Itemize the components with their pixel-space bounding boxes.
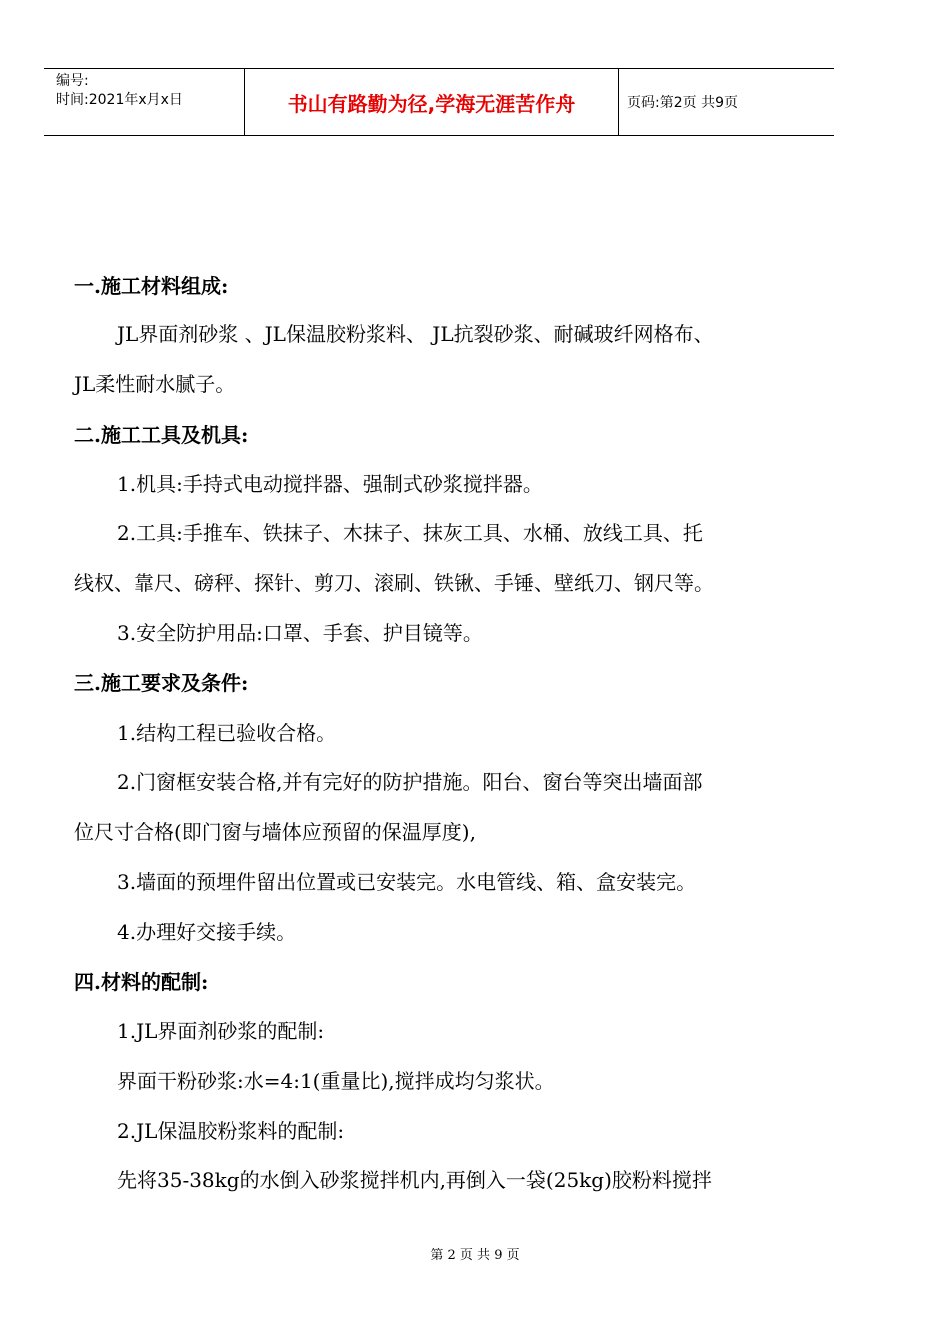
section-heading-materials: 一.施工材料组成: (74, 274, 229, 298)
header-right-cell (619, 69, 834, 135)
paragraph-line: 先将35-38kg的水倒入砂浆搅拌机内,再倒入一袋(25kg)胶粉料搅拌 (117, 1168, 712, 1192)
section-heading-tools: 二.施工工具及机具: (74, 423, 249, 447)
paragraph-line: 4.办理好交接手续。 (117, 920, 297, 944)
document-time-label: 时间:2021年x月x日 (56, 92, 183, 108)
page-footer: 第 2 页 共 9 页 (430, 1248, 520, 1263)
paragraph-line: 1.结构工程已验收合格。 (117, 721, 337, 745)
paragraph-line: 3.安全防护用品:口罩、手套、护目镜等。 (117, 621, 483, 645)
paragraph-line: 2.门窗框安装合格,并有完好的防护措施。阳台、窗台等突出墙面部 (117, 770, 703, 794)
paragraph-line: 2.工具:手推车、铁抹子、木抹子、抹灰工具、水桶、放线工具、托 (117, 521, 703, 545)
paragraph-line: 位尺寸合格(即门窗与墙体应预留的保温厚度), (74, 820, 476, 844)
header-motto: 书山有路勤为径,学海无涯苦作舟 (287, 92, 576, 116)
header-middle-cell (245, 69, 619, 135)
header-left-cell (44, 69, 245, 135)
section-heading-mixing: 四.材料的配制: (74, 970, 209, 994)
document-number-label: 编号: (56, 73, 89, 89)
paragraph-line: 1.JL界面剂砂浆的配制: (117, 1019, 325, 1043)
paragraph-line: JL界面剂砂浆 、JL保温胶粉浆料、 JL抗裂砂浆、耐碱玻纤网格布、 (117, 322, 714, 346)
header-page-info: 页码:第2页 共9页 (627, 95, 738, 111)
page-header (44, 68, 834, 136)
paragraph-line: JL柔性耐水腻子。 (74, 372, 236, 396)
section-heading-requirements: 三.施工要求及条件: (74, 671, 249, 695)
paragraph-line: 3.墙面的预埋件留出位置或已安装完。水电管线、箱、盒安装完。 (117, 870, 697, 894)
paragraph-line: 界面干粉砂浆:水=4:1(重量比),搅拌成均匀浆状。 (117, 1069, 555, 1093)
paragraph-line: 2.JL保温胶粉浆料的配制: (117, 1119, 345, 1143)
paragraph-line: 1.机具:手持式电动搅拌器、强制式砂浆搅拌器。 (117, 472, 543, 496)
paragraph-line: 线权、靠尺、磅秤、探针、剪刀、滚刷、铁锹、手锤、壁纸刀、钢尺等。 (74, 571, 714, 595)
